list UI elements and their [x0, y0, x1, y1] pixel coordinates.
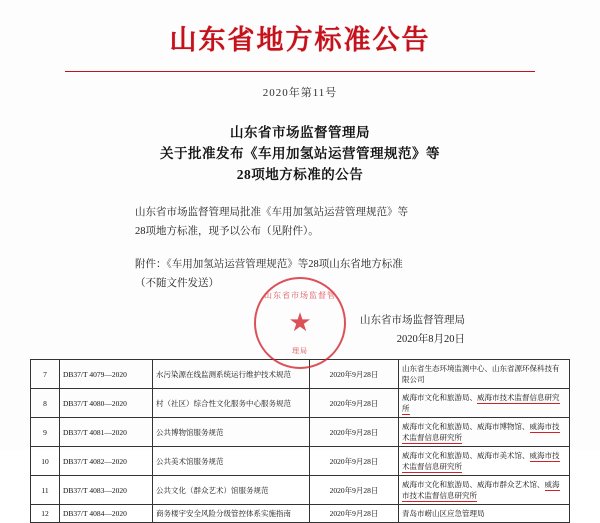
row-code: DB37/T 4080—2020	[60, 389, 153, 418]
row-org-underlined: 威海市技术监督信息研究所	[402, 393, 560, 413]
row-date: 2020年9月28日	[310, 360, 399, 389]
table-row	[31, 418, 570, 447]
row-org	[399, 476, 570, 505]
row-code: DB37/T 4084—2020	[60, 505, 153, 523]
row-code: DB37/T 4081—2020	[60, 418, 153, 447]
row-name: 公共文化（群众艺术）馆服务规范	[153, 476, 310, 505]
issue-number: 2020年第11号	[262, 87, 338, 99]
row-org-underlined: 威海市技术监督信息研究所	[402, 451, 560, 471]
row-date: 2020年9月28日	[310, 418, 399, 447]
row-name: 公共博物馆服务规范	[153, 418, 310, 447]
row-no: 10	[31, 447, 60, 476]
row-code: DB37/T 4082—2020	[60, 447, 153, 476]
row-org	[399, 360, 570, 389]
row-date: 2020年9月28日	[310, 476, 399, 505]
row-org-text: 青岛市崂山区应急管理局	[402, 509, 485, 518]
table-row	[31, 505, 570, 523]
seal-top-text: 山东省市场监督管	[264, 291, 336, 300]
table-row	[31, 476, 570, 505]
signature-organization: 山东省市场监督管理局	[360, 315, 465, 326]
row-org-text: 威海市文化和旅游局、威海市美术馆、	[402, 451, 530, 460]
row-name: 村（社区）综合性文化服务中心服务规范	[153, 389, 310, 418]
row-date: 2020年9月28日	[310, 389, 399, 418]
row-org-text: 威海市文化和旅游局、	[402, 393, 477, 402]
row-org-text: 山东省生态环境监测中心、山东省源环保科技有限公司	[402, 364, 560, 384]
table-row	[31, 360, 570, 389]
row-org-underlined: 威海市技术监督信息研究所	[402, 480, 560, 500]
row-org	[399, 505, 570, 523]
table-row	[31, 389, 570, 418]
row-code: DB37/T 4083—2020	[60, 476, 153, 505]
seal-star-icon: ★	[288, 308, 312, 337]
row-org-text: 威海市文化和旅游局、威海市博物馆、	[402, 422, 530, 431]
row-code: DB37/T 4079—2020	[60, 360, 153, 389]
headline-line-2: 关于批准发布《车用加氢站运营管理规范》等	[160, 146, 440, 161]
row-org	[399, 418, 570, 447]
attachment-note	[135, 255, 465, 293]
signature-date: 2020年8月20日	[396, 334, 465, 345]
row-no: 9	[31, 418, 60, 447]
row-org-text: 威海市文化和旅游局、威海市群众艺术馆、	[402, 480, 545, 489]
body-line-1: 山东省市场监督管理局批准《车用加氢站运营管理规范》等	[135, 207, 408, 218]
row-no: 8	[31, 389, 60, 418]
page-title: 山东省地方标准公告	[169, 25, 431, 55]
body-paragraph	[135, 203, 465, 241]
row-date: 2020年9月28日	[310, 447, 399, 476]
standards-table	[30, 359, 570, 523]
row-no: 12	[31, 505, 60, 523]
table-row	[31, 447, 570, 476]
title-divider	[65, 71, 535, 72]
attachment-line-2: （不随文件发送）	[135, 278, 219, 289]
headline	[0, 122, 600, 185]
row-date: 2020年9月28日	[310, 505, 399, 523]
headline-line-1: 山东省市场监督管理局	[230, 125, 370, 140]
row-org-underlined: 威海市技术监督信息研究所	[402, 422, 560, 442]
row-name: 商务楼宇安全风险分级管控体系实施指南	[153, 505, 310, 523]
attachment-line-1: 附件：《车用加氢站运营管理规范》等28项山东省地方标准	[135, 259, 403, 270]
seal-bottom-text: 理局	[292, 347, 308, 355]
row-no: 7	[31, 360, 60, 389]
row-org	[399, 447, 570, 476]
row-no: 11	[31, 476, 60, 505]
row-name: 公共美术馆服务规范	[153, 447, 310, 476]
headline-line-3: 28项地方标准的公告	[236, 167, 364, 182]
row-name: 水污染源在线监测系统运行维护技术规范	[153, 360, 310, 389]
row-org	[399, 389, 570, 418]
signature-block	[135, 291, 465, 355]
body-line-2: 28项地方标准，现予以公布（见附件）。	[135, 226, 319, 237]
